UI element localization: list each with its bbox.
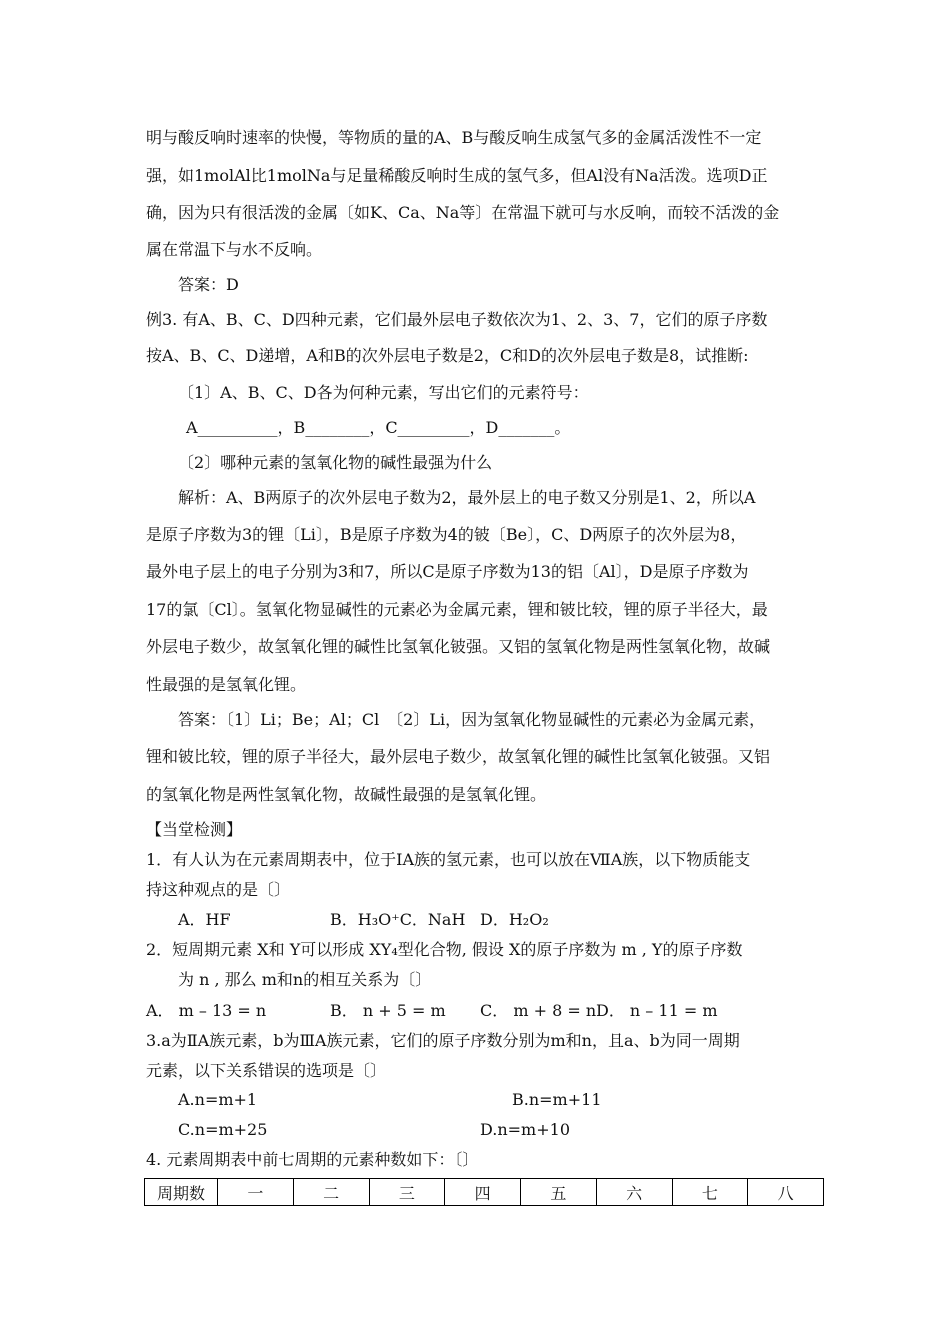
table-cell: 一 <box>218 1179 294 1206</box>
table-cell: 三 <box>369 1179 445 1206</box>
q2-option-d: D． n – 11 = m <box>596 1001 718 1020</box>
q1-option-a: A．HF <box>178 910 231 929</box>
answer-line: 答案：D <box>178 275 239 294</box>
text-line: 是原子序数为3的锂〔Li〕，B是原子序数为4的铍〔Be〕，C、D两原子的次外层为8， <box>146 525 747 544</box>
period-table <box>144 1178 824 1206</box>
text-line: 确，因为只有很活泼的金属〔如K、Ca、Na等〕在常温下就可与水反响，而较不活泼的金 <box>146 203 780 222</box>
question-4: 4. 元素周期表中前七周期的元素种数如下：〔〕 <box>146 1150 479 1169</box>
table-row <box>145 1179 824 1206</box>
table-cell: 八 <box>748 1179 824 1206</box>
q3-option-a: A.n=m+1 <box>178 1090 258 1109</box>
q3-option-d: D.n=m+10 <box>480 1120 570 1139</box>
table-cell: 二 <box>293 1179 369 1206</box>
q1-option-d: D．H₂O₂ <box>480 910 549 929</box>
question-3: 3.a为ⅡA族元素，b为ⅢA族元素，它们的原子序数分别为m和n，且a、b为同一周期 <box>146 1031 740 1050</box>
question-part: 〔1〕A、B、C、D各为何种元素，写出它们的元素符号： <box>178 383 589 402</box>
text-line: 为 n , 那么 m和n的相互关系为〔〕 <box>178 970 432 989</box>
text-line: 属在常温下与水不反响。 <box>146 240 323 259</box>
text-line: 强，如1molAl比1molNa与足量稀酸反响时生成的氢气多，但Al没有Na活泼。选项D正 <box>146 166 768 185</box>
q3-option-b: B.n=m+11 <box>512 1090 602 1109</box>
text-line: 明与酸反响时速率的快慢，等物质的量的A、B与酸反响生成氢气多的金属活泼性不一定 <box>146 128 762 147</box>
text-line: 性最强的是氢氧化锂。 <box>146 675 307 694</box>
question-2: 2．短周期元素 X和 Y可以形成 XY₄型化合物, 假设 X的原子序数为 m , Y的原子序数 <box>146 940 743 959</box>
table-cell: 四 <box>445 1179 521 1206</box>
q2-option-b: B． n + 5 = m <box>330 1001 446 1020</box>
q1-option-bc: B．H₃O⁺C．NaH <box>330 910 466 929</box>
text-line: 锂和铍比较，锂的原子半径大，最外层电子数少，故氢氧化锂的碱性比氢氧化铍强。又铝 <box>146 747 771 766</box>
table-cell: 五 <box>521 1179 597 1206</box>
section-heading: 【当堂检测】 <box>146 820 243 839</box>
text-line: 按A、B、C、D递增，A和B的次外层电子数是2，C和D的次外层电子数是8，试推断: <box>146 346 749 365</box>
text-line: 外层电子数少，故氢氧化锂的碱性比氢氧化铍强。又铝的氢氧化物是两性氢氧化物，故碱 <box>146 637 771 656</box>
text-line: 元素，以下关系错误的选项是〔〕 <box>146 1061 387 1080</box>
analysis-line: 解析：A、B两原子的次外层电子数为2，最外层上的电子数又分别是1、2，所以A <box>178 488 756 507</box>
answer-line: 答案：〔1〕Li；Be；Al；Cl 〔2〕Li，因为氢氧化物显碱性的元素必为金属元素， <box>178 710 766 729</box>
q2-option-a: A． m – 13 = n <box>146 1001 267 1020</box>
question-part: 〔2〕哪种元素的氢氧化物的碱性最强为什么 <box>178 453 493 472</box>
table-cell: 六 <box>596 1179 672 1206</box>
example-heading: 例3. 有A、B、C、D四种元素，它们最外层电子数依次为1、2、3、7，它们的原子序数 <box>146 310 768 329</box>
question-1: 1．有人认为在元素周期表中，位于ⅠA族的氢元素，也可以放在ⅦA族，以下物质能支 <box>146 850 751 869</box>
text-line: 持这种观点的是〔〕 <box>146 880 291 899</box>
text-line: 的氢氧化物是两性氢氧化物，故碱性最强的是氢氧化锂。 <box>146 785 547 804</box>
table-cell: 周期数 <box>145 1179 218 1206</box>
table-cell: 七 <box>672 1179 748 1206</box>
text-line: 17的氯〔Cl〕。氢氧化物显碱性的元素必为金属元素，锂和铍比较，锂的原子半径大，最 <box>146 600 768 619</box>
text-line: 最外电子层上的电子分别为3和7，所以C是原子序数为13的铝〔Al〕，D是原子序数为 <box>146 562 749 581</box>
q3-option-c: C.n=m+25 <box>178 1120 268 1139</box>
fill-blank-line: A__________，B________，C_________，D_______。 <box>186 418 571 437</box>
q2-option-c: C． m + 8 = n <box>480 1001 597 1020</box>
